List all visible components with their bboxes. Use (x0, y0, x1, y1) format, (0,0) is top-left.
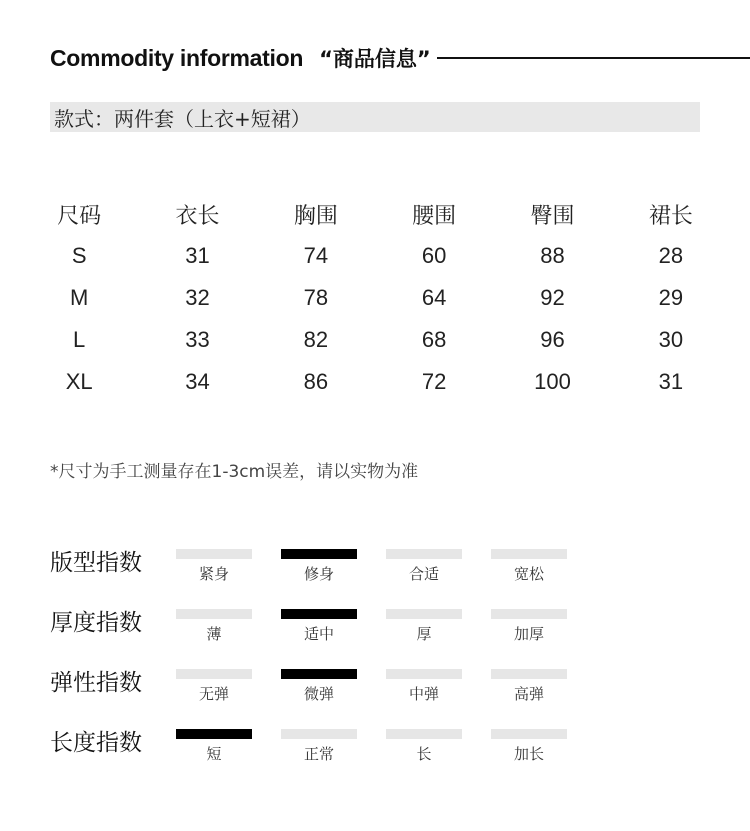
index-option-label: 厚 (416, 625, 432, 643)
table-cell: 60 (421, 243, 447, 268)
index-fit (50, 549, 650, 599)
table-cell: 74 (303, 243, 329, 268)
table-cell: 34 (185, 369, 210, 394)
index-option-label: 修身 (303, 565, 334, 583)
table-cell: 64 (421, 285, 447, 310)
table-cell: 88 (540, 243, 565, 268)
index-option (491, 609, 567, 644)
index-option-label: 适中 (303, 625, 334, 643)
header-waist: 腰围 (412, 202, 457, 228)
index-bar (491, 669, 567, 679)
style-bar (50, 102, 700, 132)
table-cell: 72 (421, 369, 447, 394)
index-option-label: 短 (206, 745, 222, 763)
index-option (176, 609, 252, 644)
index-bar (176, 549, 252, 559)
header-bust: 胸围 (293, 202, 338, 228)
index-option (386, 729, 462, 764)
index-option (386, 669, 462, 704)
table-cell: 96 (540, 327, 565, 352)
table-cell: 78 (303, 285, 329, 310)
header-title-en: Commodity information (50, 44, 304, 71)
section-header (50, 40, 750, 76)
table-row (20, 277, 730, 319)
index-label: 长度指数 (50, 730, 142, 756)
header-length: 衣长 (175, 202, 220, 228)
table-cell: 32 (185, 285, 210, 310)
index-bar (281, 609, 357, 619)
table-cell: M (70, 285, 89, 310)
index-bar (176, 669, 252, 679)
table-cell: 31 (185, 243, 210, 268)
index-bar (386, 609, 462, 619)
index-option (281, 609, 357, 644)
index-option (176, 729, 252, 764)
index-option-label: 正常 (303, 745, 334, 763)
header-size: 尺码 (57, 202, 102, 228)
header-title-cn: “商品信息” (319, 47, 431, 71)
index-option-label: 无弹 (198, 685, 229, 703)
index-bar (281, 669, 357, 679)
index-option-label: 长 (416, 745, 432, 763)
index-option (281, 729, 357, 764)
index-option (386, 609, 462, 644)
header-skirt-length: 裙长 (648, 202, 693, 228)
table-cell: 29 (658, 285, 684, 310)
index-label: 版型指数 (50, 550, 142, 576)
index-option-label: 宽松 (513, 565, 544, 583)
table-row (20, 235, 730, 277)
index-option (281, 669, 357, 704)
table-cell: S (71, 243, 87, 268)
table-cell: 100 (534, 369, 571, 394)
index-option-label: 薄 (206, 625, 222, 643)
table-cell: 28 (658, 243, 684, 268)
index-bar (386, 549, 462, 559)
index-option-label: 高弹 (513, 685, 544, 703)
index-elasticity (50, 669, 650, 719)
index-option-label: 紧身 (198, 565, 229, 583)
table-cell: 31 (658, 369, 684, 394)
table-cell: 30 (658, 327, 684, 352)
index-length (50, 729, 650, 779)
size-table (20, 193, 730, 403)
index-bar (491, 729, 567, 739)
index-option-label: 合适 (408, 565, 439, 583)
index-bar (491, 609, 567, 619)
index-option (386, 549, 462, 584)
index-option (491, 549, 567, 584)
index-bar (176, 609, 252, 619)
table-row (20, 361, 730, 403)
index-bar (281, 729, 357, 739)
table-cell: 92 (540, 285, 565, 310)
index-option-label: 加厚 (513, 625, 544, 643)
header-divider (437, 57, 750, 59)
header-hip: 臀围 (530, 202, 575, 228)
table-cell: 86 (303, 369, 329, 394)
index-option (176, 669, 252, 704)
index-option-label: 加长 (513, 745, 544, 763)
index-bar (176, 729, 252, 739)
index-option (491, 729, 567, 764)
index-option (176, 549, 252, 584)
table-cell: 33 (185, 327, 210, 352)
index-thickness (50, 609, 650, 659)
index-option (281, 549, 357, 584)
index-bar (386, 729, 462, 739)
index-option (491, 669, 567, 704)
table-cell: L (73, 327, 86, 352)
index-bar (386, 669, 462, 679)
table-cell: XL (65, 369, 93, 394)
index-option-label: 中弹 (408, 685, 439, 703)
index-label: 弹性指数 (50, 670, 142, 696)
table-row (20, 319, 730, 361)
measurement-note: *尺寸为手工测量存在1-3cm误差，请以实物为准 (50, 462, 419, 482)
index-bar (281, 549, 357, 559)
table-cell: 82 (303, 327, 329, 352)
size-table-header-row (20, 193, 730, 235)
index-label: 厚度指数 (50, 610, 142, 636)
table-cell: 68 (421, 327, 447, 352)
index-bar (491, 549, 567, 559)
index-option-label: 微弹 (303, 685, 334, 703)
style-text: 款式：两件套（上衣+短裙） (54, 106, 311, 131)
